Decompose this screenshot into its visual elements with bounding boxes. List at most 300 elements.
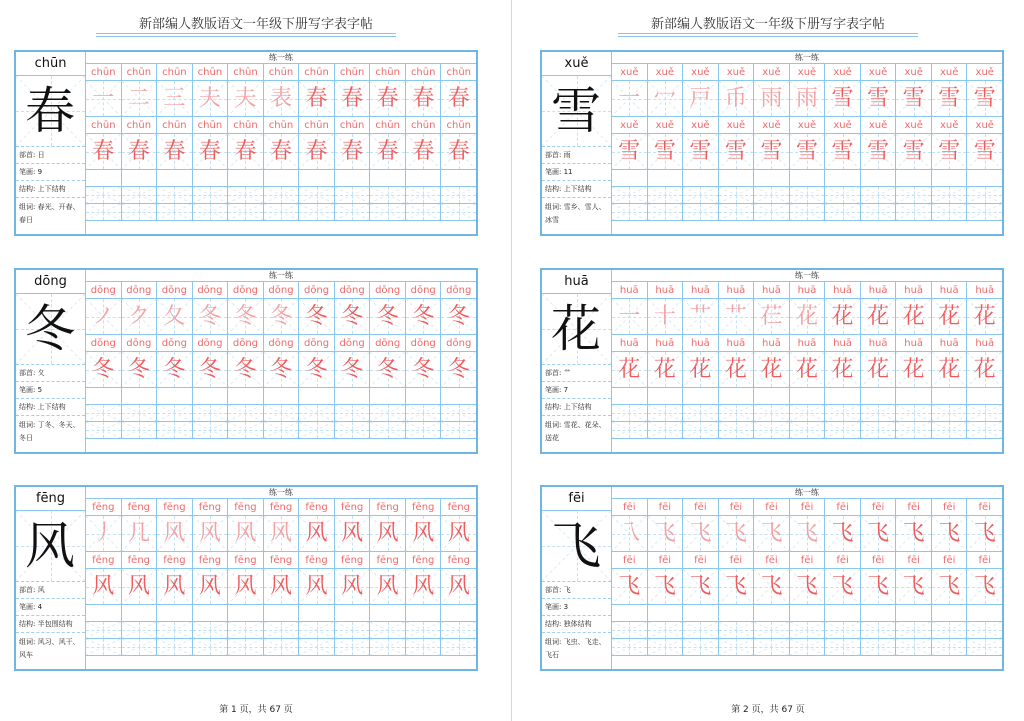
empty-pinyin-cell[interactable] bbox=[932, 170, 968, 187]
empty-writing-cell[interactable] bbox=[896, 622, 932, 639]
character-card bbox=[540, 268, 1004, 454]
empty-writing-cell[interactable] bbox=[157, 204, 193, 221]
empty-writing-cell[interactable] bbox=[683, 204, 719, 221]
empty-writing-cell[interactable] bbox=[335, 204, 371, 221]
pinyin-cell: fēng bbox=[299, 499, 335, 516]
empty-writing-cell[interactable] bbox=[264, 622, 300, 639]
stroke-count-info: 笔画: 3 bbox=[542, 598, 611, 615]
tracing-cell bbox=[264, 516, 300, 552]
empty-writing-cell[interactable] bbox=[228, 405, 264, 422]
empty-writing-cell[interactable] bbox=[157, 422, 193, 439]
empty-writing-cell[interactable] bbox=[335, 187, 371, 204]
empty-pinyin-cell[interactable] bbox=[157, 605, 193, 622]
empty-pinyin-cell[interactable] bbox=[861, 388, 897, 405]
empty-writing-cell[interactable] bbox=[932, 622, 968, 639]
empty-writing-cell[interactable] bbox=[754, 422, 790, 439]
empty-writing-cell[interactable] bbox=[299, 204, 335, 221]
empty-pinyin-cell[interactable] bbox=[932, 388, 968, 405]
empty-writing-cell[interactable] bbox=[86, 622, 122, 639]
empty-pinyin-cell[interactable] bbox=[790, 605, 826, 622]
main-pinyin: fēng bbox=[16, 487, 85, 511]
empty-writing-cell[interactable] bbox=[825, 405, 861, 422]
empty-writing-cell[interactable] bbox=[967, 204, 1002, 221]
empty-writing-cell[interactable] bbox=[896, 204, 932, 221]
empty-pinyin-cell[interactable] bbox=[157, 388, 193, 405]
empty-writing-cell[interactable] bbox=[683, 422, 719, 439]
empty-writing-cell[interactable] bbox=[335, 405, 371, 422]
trace-character: 春 bbox=[127, 139, 150, 164]
trace-character: 冬 bbox=[198, 304, 221, 329]
page-footer: 第 1 页，共 67 页 bbox=[219, 705, 293, 715]
empty-writing-cell[interactable] bbox=[683, 405, 719, 422]
empty-pinyin-cell[interactable] bbox=[406, 605, 442, 622]
empty-writing-cell[interactable] bbox=[264, 204, 300, 221]
tracing-cell bbox=[612, 352, 648, 388]
empty-writing-cell[interactable] bbox=[122, 422, 158, 439]
empty-writing-cell[interactable] bbox=[86, 204, 122, 221]
empty-writing-cell[interactable] bbox=[441, 204, 476, 221]
empty-writing-cell[interactable] bbox=[719, 622, 755, 639]
empty-writing-cell[interactable] bbox=[157, 622, 193, 639]
empty-pinyin-cell[interactable] bbox=[896, 170, 932, 187]
empty-pinyin-cell[interactable] bbox=[299, 170, 335, 187]
empty-writing-cell[interactable] bbox=[612, 187, 648, 204]
empty-writing-cell[interactable] bbox=[264, 187, 300, 204]
empty-writing-cell[interactable] bbox=[299, 639, 335, 656]
empty-pinyin-cell[interactable] bbox=[754, 170, 790, 187]
tracing-cell bbox=[193, 134, 229, 170]
trace-character: 飞 bbox=[724, 521, 747, 546]
empty-pinyin-cell[interactable] bbox=[86, 170, 122, 187]
pinyin-cell: huā bbox=[754, 335, 790, 352]
empty-pinyin-cell[interactable] bbox=[861, 170, 897, 187]
empty-writing-cell[interactable] bbox=[157, 639, 193, 656]
empty-writing-cell[interactable] bbox=[719, 639, 755, 656]
empty-writing-cell[interactable] bbox=[406, 422, 442, 439]
empty-writing-cell[interactable] bbox=[86, 405, 122, 422]
trace-character: 雪 bbox=[831, 86, 854, 111]
empty-writing-cell[interactable] bbox=[299, 422, 335, 439]
empty-writing-cell[interactable] bbox=[683, 639, 719, 656]
empty-pinyin-cell[interactable] bbox=[719, 170, 755, 187]
empty-writing-cell[interactable] bbox=[648, 639, 684, 656]
empty-writing-cell[interactable] bbox=[825, 204, 861, 221]
empty-pinyin-cell[interactable] bbox=[683, 170, 719, 187]
radical-info: 部首: 夂 bbox=[16, 364, 85, 381]
empty-pinyin-cell[interactable] bbox=[264, 388, 300, 405]
grid-row bbox=[612, 622, 1002, 639]
empty-writing-cell[interactable] bbox=[406, 204, 442, 221]
empty-pinyin-cell[interactable] bbox=[790, 388, 826, 405]
character-info-panel bbox=[16, 487, 86, 669]
empty-writing-cell[interactable] bbox=[932, 639, 968, 656]
empty-writing-cell[interactable] bbox=[825, 622, 861, 639]
empty-writing-cell[interactable] bbox=[86, 422, 122, 439]
empty-writing-cell[interactable] bbox=[441, 622, 476, 639]
trace-character: 飞 bbox=[973, 521, 996, 546]
empty-writing-cell[interactable] bbox=[612, 622, 648, 639]
pinyin-cell: fēi bbox=[967, 552, 1002, 569]
empty-writing-cell[interactable] bbox=[441, 187, 476, 204]
empty-writing-cell[interactable] bbox=[861, 204, 897, 221]
empty-writing-cell[interactable] bbox=[335, 422, 371, 439]
empty-pinyin-cell[interactable] bbox=[299, 388, 335, 405]
empty-writing-cell[interactable] bbox=[122, 622, 158, 639]
empty-writing-cell[interactable] bbox=[441, 405, 476, 422]
tracing-cell bbox=[754, 81, 790, 117]
empty-writing-cell[interactable] bbox=[86, 187, 122, 204]
empty-writing-cell[interactable] bbox=[228, 622, 264, 639]
pinyin-cell: fēi bbox=[612, 552, 648, 569]
tracing-cell bbox=[370, 569, 406, 605]
grid-row bbox=[612, 552, 1002, 569]
trace-character: 花 bbox=[938, 304, 961, 329]
empty-writing-cell[interactable] bbox=[370, 639, 406, 656]
empty-pinyin-cell[interactable] bbox=[861, 605, 897, 622]
empty-pinyin-cell[interactable] bbox=[86, 388, 122, 405]
empty-pinyin-cell[interactable] bbox=[193, 388, 229, 405]
trace-character: 风 bbox=[92, 574, 115, 599]
empty-writing-cell[interactable] bbox=[825, 422, 861, 439]
trace-character: 飞 bbox=[831, 521, 854, 546]
empty-writing-cell[interactable] bbox=[122, 187, 158, 204]
empty-writing-cell[interactable] bbox=[967, 187, 1002, 204]
empty-pinyin-cell[interactable] bbox=[335, 170, 371, 187]
tracing-cell bbox=[719, 352, 755, 388]
empty-writing-cell[interactable] bbox=[193, 187, 229, 204]
trace-character: 飞 bbox=[973, 574, 996, 599]
pinyin-cell: chūn bbox=[264, 117, 300, 134]
empty-writing-cell[interactable] bbox=[441, 422, 476, 439]
pinyin-cell: dōng bbox=[406, 282, 442, 299]
tracing-cell bbox=[406, 299, 442, 335]
empty-writing-cell[interactable] bbox=[370, 187, 406, 204]
trace-character: 雪 bbox=[867, 86, 890, 111]
main-character-box bbox=[16, 511, 85, 581]
empty-writing-cell[interactable] bbox=[228, 204, 264, 221]
empty-writing-cell[interactable] bbox=[861, 422, 897, 439]
pinyin-cell: fēng bbox=[370, 552, 406, 569]
empty-pinyin-cell[interactable] bbox=[648, 170, 684, 187]
pinyin-cell: fēng bbox=[406, 499, 442, 516]
tracing-cell bbox=[790, 81, 826, 117]
empty-pinyin-cell[interactable] bbox=[193, 170, 229, 187]
empty-pinyin-cell[interactable] bbox=[264, 605, 300, 622]
trace-character: 冬 bbox=[270, 304, 293, 329]
tracing-cell bbox=[86, 81, 122, 117]
empty-pinyin-cell[interactable] bbox=[967, 388, 1002, 405]
empty-pinyin-cell[interactable] bbox=[441, 388, 476, 405]
empty-writing-cell[interactable] bbox=[193, 622, 229, 639]
empty-writing-cell[interactable] bbox=[861, 622, 897, 639]
main-character: 冬 bbox=[25, 300, 75, 358]
empty-writing-cell[interactable] bbox=[370, 204, 406, 221]
empty-pinyin-cell[interactable] bbox=[122, 170, 158, 187]
trace-character: 雪 bbox=[867, 139, 890, 164]
tracing-cell bbox=[370, 134, 406, 170]
empty-writing-cell[interactable] bbox=[932, 204, 968, 221]
empty-pinyin-cell[interactable] bbox=[335, 388, 371, 405]
empty-writing-cell[interactable] bbox=[157, 187, 193, 204]
pinyin-cell: dōng bbox=[122, 335, 158, 352]
structure-info: 结构: 上下结构 bbox=[16, 180, 85, 197]
empty-writing-cell[interactable] bbox=[264, 639, 300, 656]
pinyin-cell: dōng bbox=[335, 335, 371, 352]
empty-pinyin-cell[interactable] bbox=[228, 170, 264, 187]
pinyin-cell: fēi bbox=[683, 499, 719, 516]
empty-writing-cell[interactable] bbox=[825, 639, 861, 656]
pinyin-cell: chūn bbox=[228, 117, 264, 134]
empty-pinyin-cell[interactable] bbox=[825, 170, 861, 187]
empty-writing-cell[interactable] bbox=[157, 405, 193, 422]
empty-writing-cell[interactable] bbox=[612, 422, 648, 439]
empty-writing-cell[interactable] bbox=[406, 405, 442, 422]
empty-pinyin-cell[interactable] bbox=[370, 605, 406, 622]
empty-writing-cell[interactable] bbox=[406, 187, 442, 204]
pinyin-cell: xuě bbox=[967, 117, 1002, 134]
tracing-cell bbox=[299, 299, 335, 335]
empty-writing-cell[interactable] bbox=[122, 639, 158, 656]
empty-writing-cell[interactable] bbox=[790, 187, 826, 204]
empty-pinyin-cell[interactable] bbox=[441, 170, 476, 187]
tracing-cell bbox=[264, 352, 300, 388]
word-examples: 组词: 春光、开春、春日 bbox=[16, 197, 85, 231]
empty-writing-cell[interactable] bbox=[754, 622, 790, 639]
empty-pinyin-cell[interactable] bbox=[299, 605, 335, 622]
empty-writing-cell[interactable] bbox=[754, 405, 790, 422]
trace-character: 飞 bbox=[689, 521, 712, 546]
empty-pinyin-cell[interactable] bbox=[825, 605, 861, 622]
empty-writing-cell[interactable] bbox=[648, 422, 684, 439]
empty-pinyin-cell[interactable] bbox=[825, 388, 861, 405]
empty-writing-cell[interactable] bbox=[648, 622, 684, 639]
empty-writing-cell[interactable] bbox=[967, 639, 1002, 656]
empty-writing-cell[interactable] bbox=[299, 405, 335, 422]
empty-writing-cell[interactable] bbox=[754, 187, 790, 204]
empty-writing-cell[interactable] bbox=[299, 187, 335, 204]
empty-writing-cell[interactable] bbox=[441, 639, 476, 656]
empty-pinyin-cell[interactable] bbox=[896, 388, 932, 405]
tracing-cell bbox=[299, 516, 335, 552]
empty-writing-cell[interactable] bbox=[264, 422, 300, 439]
empty-writing-cell[interactable] bbox=[967, 622, 1002, 639]
empty-writing-cell[interactable] bbox=[193, 405, 229, 422]
tracing-cell bbox=[790, 569, 826, 605]
tracing-cell bbox=[648, 134, 684, 170]
empty-writing-cell[interactable] bbox=[790, 622, 826, 639]
empty-pinyin-cell[interactable] bbox=[719, 388, 755, 405]
trace-character: 飞 bbox=[867, 521, 890, 546]
empty-writing-cell[interactable] bbox=[228, 422, 264, 439]
main-character: 花 bbox=[551, 300, 601, 358]
empty-writing-cell[interactable] bbox=[370, 422, 406, 439]
empty-pinyin-cell[interactable] bbox=[967, 605, 1002, 622]
empty-pinyin-cell[interactable] bbox=[648, 605, 684, 622]
tracing-cell bbox=[683, 352, 719, 388]
empty-writing-cell[interactable] bbox=[719, 422, 755, 439]
character-info-panel bbox=[542, 487, 612, 669]
trace-character: 冬 bbox=[341, 357, 364, 382]
empty-pinyin-cell[interactable] bbox=[370, 388, 406, 405]
empty-writing-cell[interactable] bbox=[335, 622, 371, 639]
pinyin-cell: huā bbox=[896, 282, 932, 299]
empty-writing-cell[interactable] bbox=[193, 639, 229, 656]
empty-pinyin-cell[interactable] bbox=[648, 388, 684, 405]
empty-writing-cell[interactable] bbox=[896, 405, 932, 422]
trace-character: 花 bbox=[618, 357, 641, 382]
tracing-cell bbox=[719, 299, 755, 335]
tracing-cell bbox=[370, 81, 406, 117]
empty-writing-cell[interactable] bbox=[228, 187, 264, 204]
empty-writing-cell[interactable] bbox=[406, 639, 442, 656]
tracing-cell bbox=[441, 81, 476, 117]
empty-writing-cell[interactable] bbox=[612, 204, 648, 221]
empty-writing-cell[interactable] bbox=[648, 187, 684, 204]
empty-pinyin-cell[interactable] bbox=[122, 605, 158, 622]
empty-writing-cell[interactable] bbox=[86, 639, 122, 656]
trace-character: 春 bbox=[163, 139, 186, 164]
pinyin-cell: fēng bbox=[157, 552, 193, 569]
empty-pinyin-cell[interactable] bbox=[86, 605, 122, 622]
trace-character: 三 bbox=[163, 86, 186, 111]
pinyin-cell: fēi bbox=[648, 552, 684, 569]
pinyin-cell: fēng bbox=[193, 499, 229, 516]
trace-character: 冬 bbox=[270, 357, 293, 382]
empty-pinyin-cell[interactable] bbox=[896, 605, 932, 622]
pinyin-cell: huā bbox=[932, 282, 968, 299]
empty-pinyin-cell[interactable] bbox=[228, 388, 264, 405]
empty-pinyin-cell[interactable] bbox=[612, 388, 648, 405]
empty-pinyin-cell[interactable] bbox=[228, 605, 264, 622]
trace-character: 雪 bbox=[938, 139, 961, 164]
tracing-cell bbox=[932, 516, 968, 552]
empty-pinyin-cell[interactable] bbox=[754, 388, 790, 405]
empty-writing-cell[interactable] bbox=[861, 639, 897, 656]
empty-writing-cell[interactable] bbox=[825, 187, 861, 204]
empty-writing-cell[interactable] bbox=[612, 639, 648, 656]
empty-writing-cell[interactable] bbox=[967, 405, 1002, 422]
empty-writing-cell[interactable] bbox=[967, 422, 1002, 439]
tracing-cell bbox=[86, 299, 122, 335]
empty-pinyin-cell[interactable] bbox=[370, 170, 406, 187]
empty-pinyin-cell[interactable] bbox=[157, 170, 193, 187]
trace-character: 风 bbox=[412, 521, 435, 546]
pinyin-cell: huā bbox=[790, 282, 826, 299]
empty-writing-cell[interactable] bbox=[754, 204, 790, 221]
empty-pinyin-cell[interactable] bbox=[683, 388, 719, 405]
empty-pinyin-cell[interactable] bbox=[406, 388, 442, 405]
empty-writing-cell[interactable] bbox=[790, 405, 826, 422]
empty-writing-cell[interactable] bbox=[648, 405, 684, 422]
stroke-count-info: 笔画: 7 bbox=[542, 381, 611, 398]
empty-writing-cell[interactable] bbox=[122, 405, 158, 422]
trace-character: 春 bbox=[234, 139, 257, 164]
empty-writing-cell[interactable] bbox=[683, 187, 719, 204]
empty-pinyin-cell[interactable] bbox=[122, 388, 158, 405]
empty-writing-cell[interactable] bbox=[790, 422, 826, 439]
tracing-cell bbox=[86, 352, 122, 388]
empty-writing-cell[interactable] bbox=[193, 204, 229, 221]
empty-pinyin-cell[interactable] bbox=[790, 170, 826, 187]
empty-writing-cell[interactable] bbox=[861, 187, 897, 204]
empty-writing-cell[interactable] bbox=[861, 405, 897, 422]
empty-writing-cell[interactable] bbox=[754, 639, 790, 656]
grid-row bbox=[86, 422, 476, 439]
tracing-cell bbox=[896, 569, 932, 605]
tracing-cell bbox=[122, 352, 158, 388]
empty-pinyin-cell[interactable] bbox=[932, 605, 968, 622]
empty-pinyin-cell[interactable] bbox=[193, 605, 229, 622]
character-info-panel bbox=[16, 52, 86, 234]
empty-pinyin-cell[interactable] bbox=[683, 605, 719, 622]
pinyin-cell: xuě bbox=[754, 117, 790, 134]
grid-row bbox=[612, 299, 1002, 335]
trace-character: 飞 bbox=[902, 574, 925, 599]
empty-writing-cell[interactable] bbox=[719, 204, 755, 221]
empty-writing-cell[interactable] bbox=[790, 204, 826, 221]
tracing-cell bbox=[406, 134, 442, 170]
empty-writing-cell[interactable] bbox=[228, 639, 264, 656]
trace-character: 雪 bbox=[724, 139, 747, 164]
empty-writing-cell[interactable] bbox=[299, 622, 335, 639]
empty-pinyin-cell[interactable] bbox=[264, 170, 300, 187]
empty-writing-cell[interactable] bbox=[406, 622, 442, 639]
tracing-cell bbox=[406, 81, 442, 117]
pinyin-cell: fēng bbox=[370, 499, 406, 516]
empty-writing-cell[interactable] bbox=[896, 187, 932, 204]
pinyin-cell: fēi bbox=[825, 552, 861, 569]
empty-pinyin-cell[interactable] bbox=[719, 605, 755, 622]
empty-writing-cell[interactable] bbox=[335, 639, 371, 656]
grid-row bbox=[612, 187, 1002, 204]
empty-writing-cell[interactable] bbox=[648, 204, 684, 221]
empty-pinyin-cell[interactable] bbox=[754, 605, 790, 622]
trace-character: 花 bbox=[902, 357, 925, 382]
empty-writing-cell[interactable] bbox=[896, 639, 932, 656]
empty-writing-cell[interactable] bbox=[932, 187, 968, 204]
empty-writing-cell[interactable] bbox=[790, 639, 826, 656]
practice-header: 练一练 bbox=[612, 52, 1002, 64]
tracing-cell bbox=[825, 299, 861, 335]
radical-info: 部首: 艹 bbox=[542, 364, 611, 381]
empty-writing-cell[interactable] bbox=[612, 405, 648, 422]
tracing-cell bbox=[612, 81, 648, 117]
empty-pinyin-cell[interactable] bbox=[441, 605, 476, 622]
empty-pinyin-cell[interactable] bbox=[335, 605, 371, 622]
empty-writing-cell[interactable] bbox=[370, 622, 406, 639]
empty-pinyin-cell[interactable] bbox=[406, 170, 442, 187]
pinyin-cell: dōng bbox=[157, 335, 193, 352]
empty-writing-cell[interactable] bbox=[932, 405, 968, 422]
empty-pinyin-cell[interactable] bbox=[967, 170, 1002, 187]
empty-writing-cell[interactable] bbox=[193, 422, 229, 439]
radical-info: 部首: 飞 bbox=[542, 581, 611, 598]
empty-writing-cell[interactable] bbox=[719, 187, 755, 204]
tracing-cell bbox=[612, 569, 648, 605]
empty-writing-cell[interactable] bbox=[719, 405, 755, 422]
empty-writing-cell[interactable] bbox=[264, 405, 300, 422]
empty-writing-cell[interactable] bbox=[122, 204, 158, 221]
main-character: 雪 bbox=[551, 82, 601, 140]
word-examples: 组词: 雪乡、雪人、冰雪 bbox=[542, 197, 611, 231]
empty-writing-cell[interactable] bbox=[683, 622, 719, 639]
empty-writing-cell[interactable] bbox=[370, 405, 406, 422]
empty-pinyin-cell[interactable] bbox=[612, 170, 648, 187]
tracing-cell bbox=[441, 352, 476, 388]
empty-pinyin-cell[interactable] bbox=[612, 605, 648, 622]
empty-writing-cell[interactable] bbox=[896, 422, 932, 439]
empty-writing-cell[interactable] bbox=[932, 422, 968, 439]
